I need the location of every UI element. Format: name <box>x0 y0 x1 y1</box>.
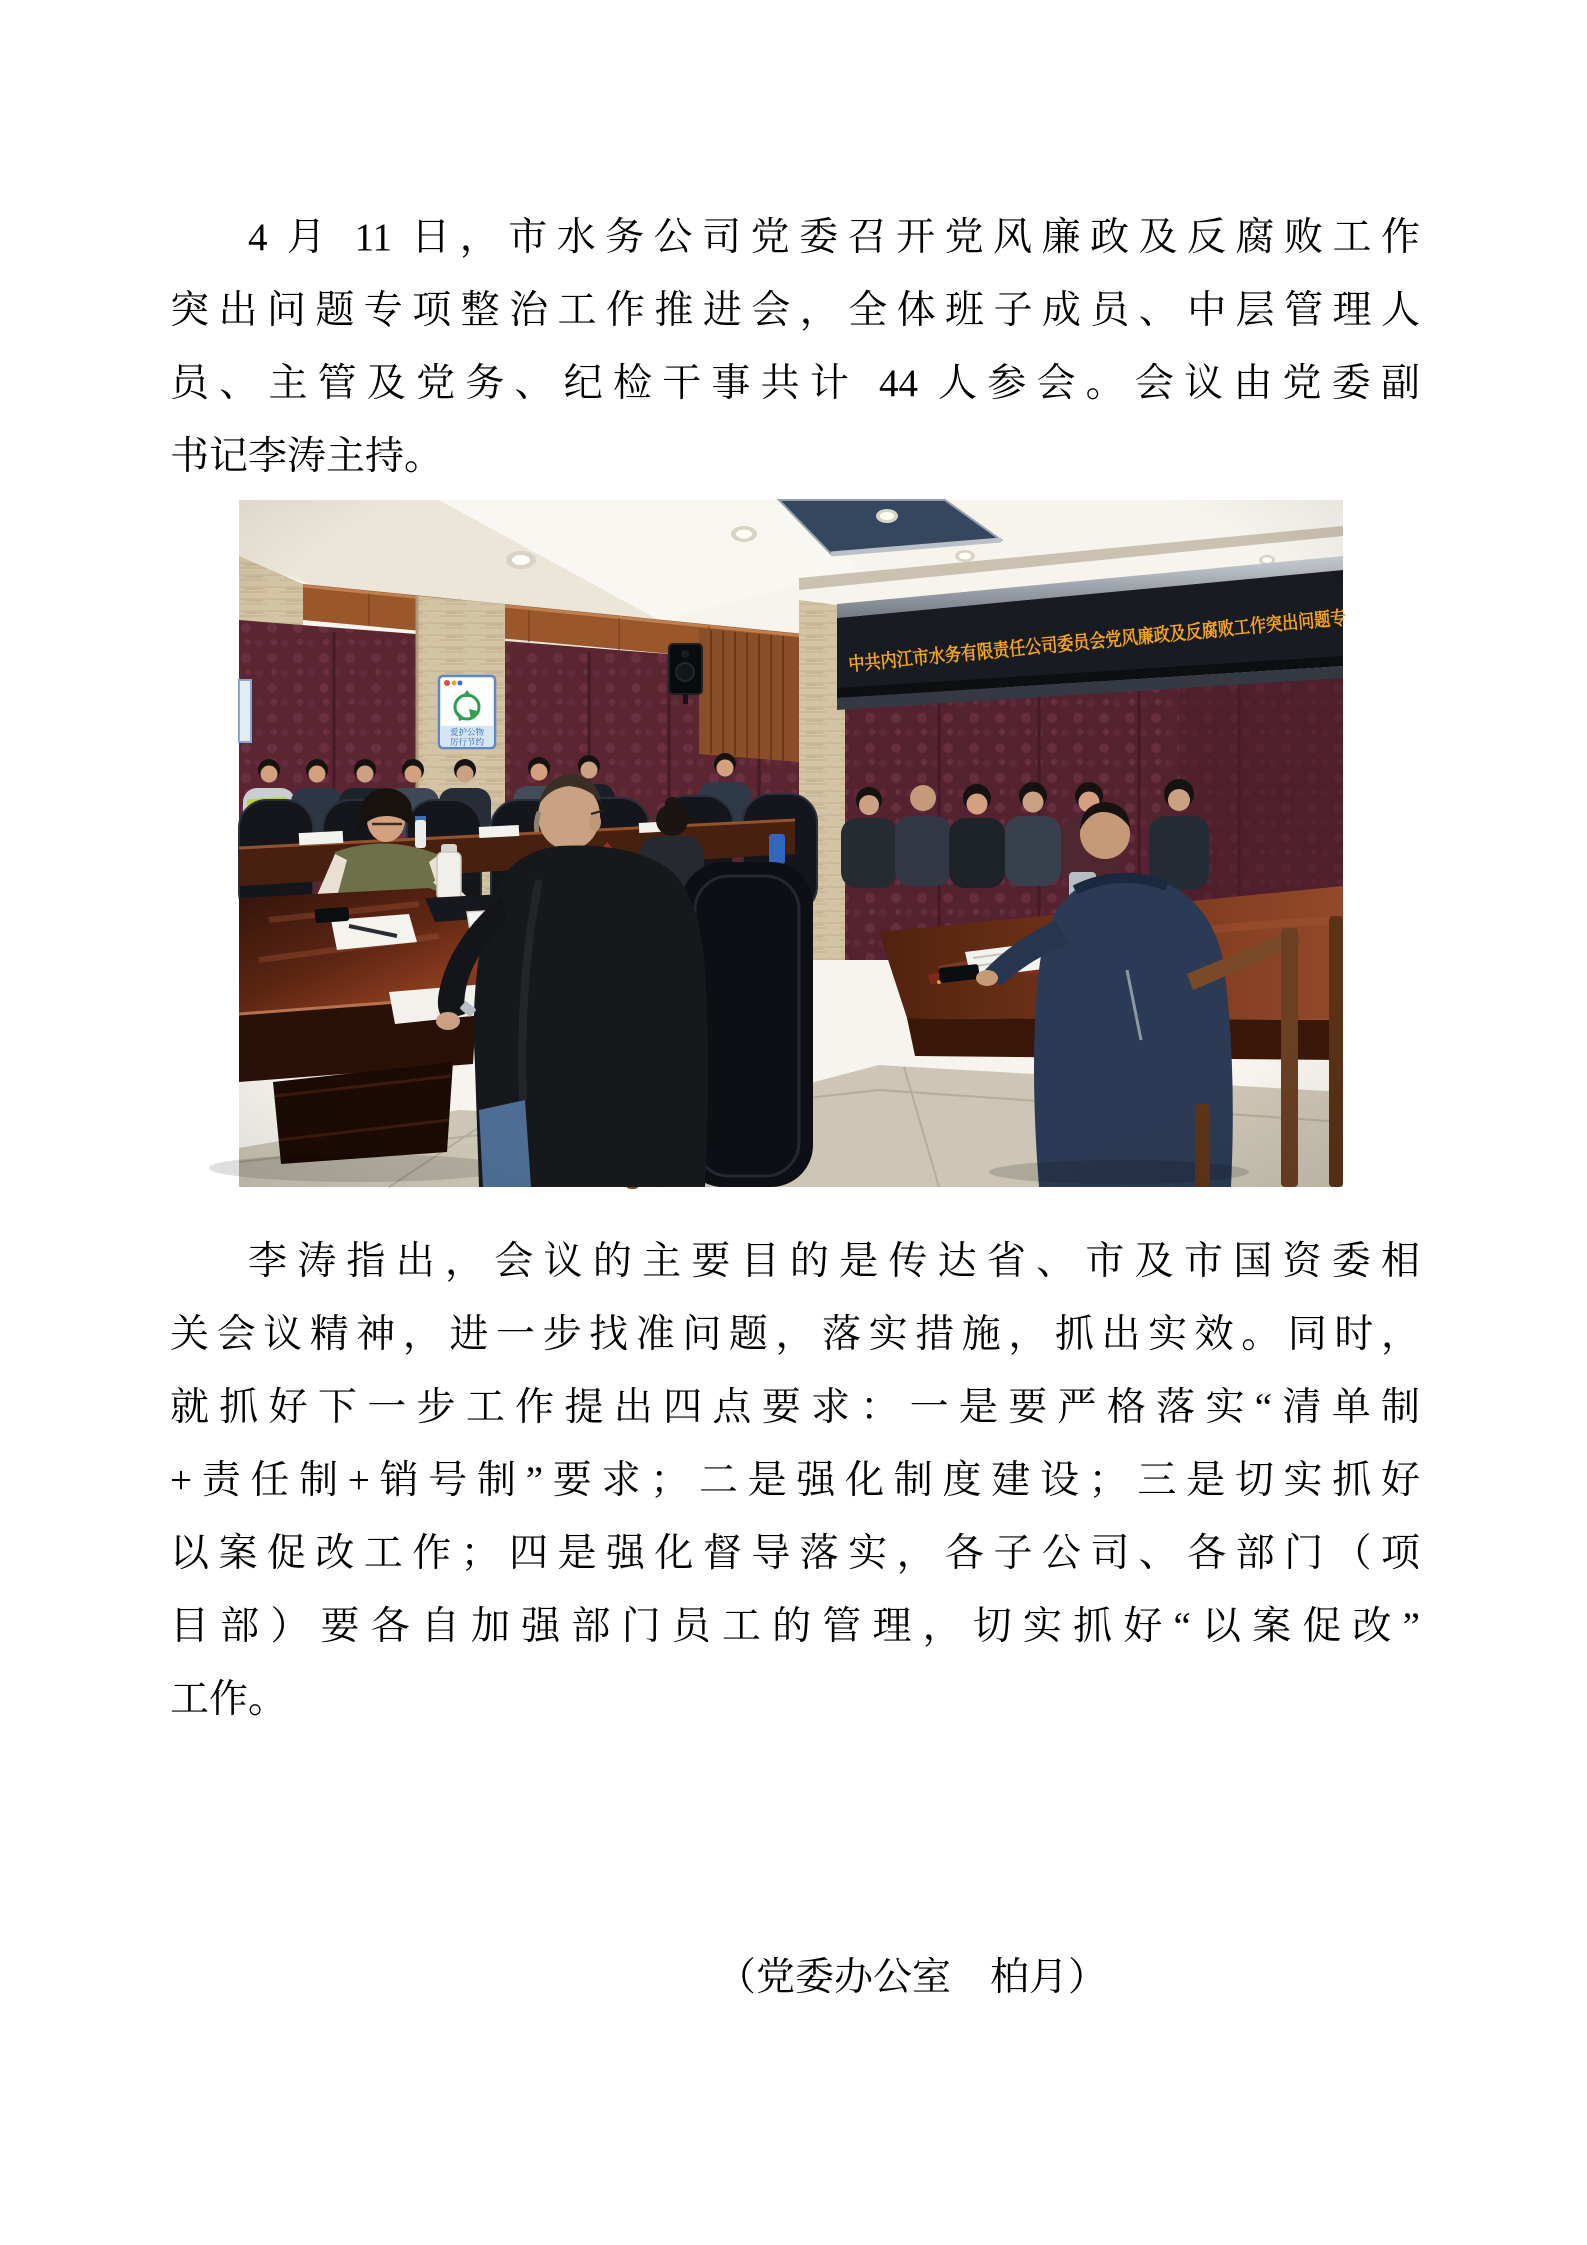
paragraph-1-line: 书记李涛主持。 <box>170 435 444 478</box>
paragraph-2-line: 工作。 <box>170 1678 288 1721</box>
paragraph-2-line: +责任制+销号制”要求；二是强化制度建设；三是切实抓好 <box>170 1459 1420 1502</box>
paragraph-2-line: 李涛指出，会议的主要目的是传达省、市及市国资委相 <box>248 1240 1420 1283</box>
paragraph-2-line: 就抓好下一步工作提出四点要求：一是要严格落实“清单制 <box>170 1386 1420 1429</box>
paragraph-2-line: 目部）要各自加强部门员工的管理，切实抓好“以案促改” <box>170 1605 1420 1648</box>
paragraph-1-line: 突出问题专项整治工作推进会，全体班子成员、中层管理人 <box>170 289 1420 332</box>
meeting-photo <box>239 500 1343 1187</box>
paragraph-2-line: 以案促改工作；四是强化督导落实，各子公司、各部门（项 <box>170 1532 1420 1575</box>
meeting-photo-scene <box>239 500 1343 1187</box>
paragraph-1-line: 4 月 11 日，市水务公司党委召开党风廉政及反腐败工作 <box>248 216 1420 259</box>
closing-signature: （党委办公室 柏月） <box>716 1956 1107 1999</box>
paragraph-1 <box>170 201 1420 493</box>
paragraph-2-line: 关会议精神，进一步找准问题，落实措施，抓出实效。同时， <box>170 1313 1420 1356</box>
paragraph-1-line: 员、主管及党务、纪检干事共计 44 人参会。会议由党委副 <box>170 362 1420 405</box>
paragraph-2 <box>170 1225 1420 1736</box>
photo-vignette <box>239 500 1343 1187</box>
